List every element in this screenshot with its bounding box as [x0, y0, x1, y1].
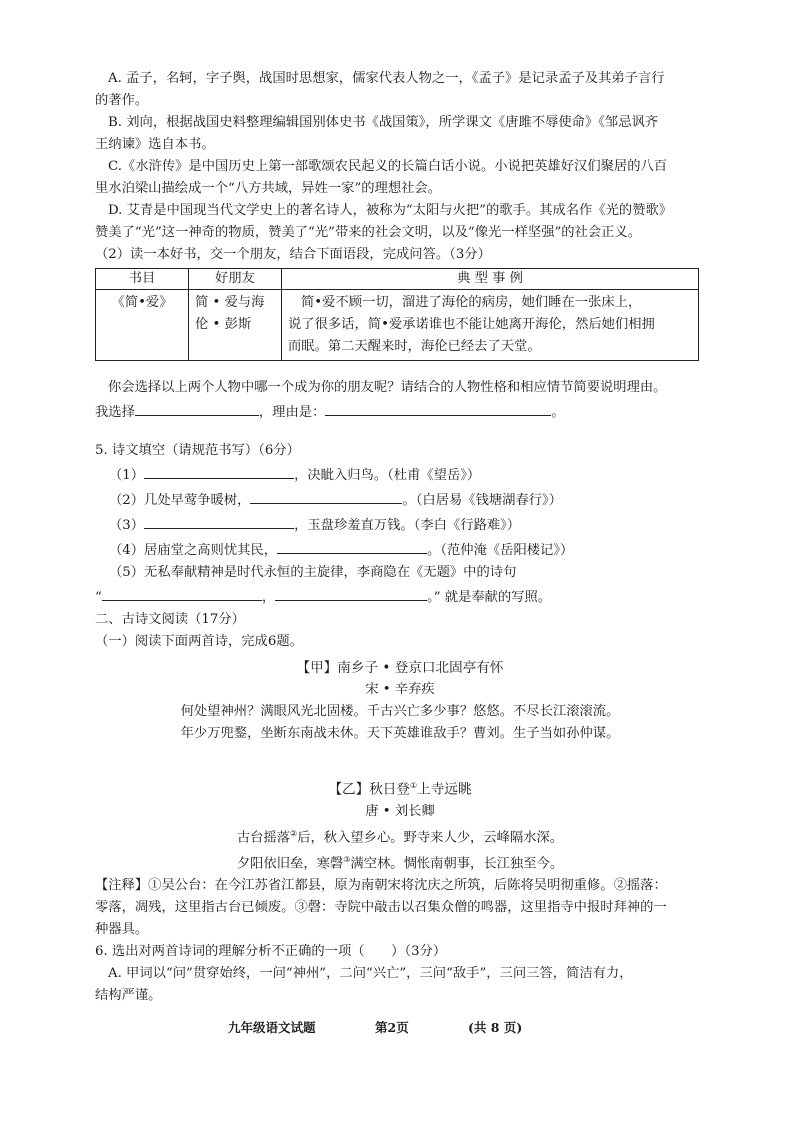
q5-blank-3[interactable] — [144, 512, 294, 529]
cell-book: 《简•爱》 — [96, 290, 189, 361]
q5-blank-6[interactable] — [275, 584, 427, 601]
q5-blank-4[interactable] — [277, 537, 427, 554]
example-line1: 简•爱不顾一切，溜进了海伦的病房，她们睡在一张床上， — [301, 295, 642, 310]
footer-page-number: 第2页 — [375, 1020, 409, 1035]
q5-blank-2[interactable] — [250, 487, 402, 504]
option-a-line2: 的著作。 — [95, 93, 149, 108]
answer-prefix: 我选择 — [95, 405, 135, 420]
header-friend: 好朋友 — [189, 269, 282, 290]
q5-l2-text-a: （2）几处早莺争暖树， — [109, 493, 251, 508]
q5-l4-text-b: 。（范仲淹《岳阳楼记》） — [427, 543, 574, 558]
q5-line4 — [95, 537, 705, 562]
option-b-line2: 王纳谏》选自本书。 — [95, 137, 215, 152]
poem-yi-title-sup: ① — [410, 781, 418, 790]
q5-title: 5. 诗文填空（请规范书写）（6分） — [95, 443, 300, 458]
q5-l5-comma: ， — [261, 590, 276, 605]
example-line2: 说了很多话，简•爱承诺谁也不能让她离开海伦，然后她们相拥 — [288, 317, 655, 332]
poem-yi-title-a: 秋日登 — [369, 781, 410, 798]
q5-line6 — [95, 584, 705, 609]
q5-l5-close: 。” 就是奉献的写照。 — [427, 590, 552, 605]
poem-jia-line2: 年少万兜鍪，坐断东南战未休。天下英雄谁敌手？曹刘。生子当如孙仲谋。 — [180, 726, 620, 741]
option-a-line1: A. 孟子，名轲，字子舆，战国时思想家，儒家代表人物之一，《孟子》是记录孟子及其弟子言行 — [108, 71, 665, 86]
notes-line1: 【注释】①吴公台：在今江苏省江都县，原为南朝宋将沈庆之所筑，后陈将吴明彻重修。②摇落： — [95, 878, 667, 894]
friends-line1: 简 • 爱与海 — [195, 295, 265, 310]
q5-l1-text: ，决眦入归鸟。（杜甫《望岳》） — [294, 468, 481, 483]
poem-yi-title — [95, 775, 705, 801]
q6-option-a-line1: A. 甲词以“问”贯穿始终，一问“神州”，二问“兴亡”，三问“敌手”，三问三答，简洁有力， — [108, 966, 633, 982]
q5-l1-num: （1） — [109, 468, 145, 483]
example-line3: 而眠。第二天醒来时，海伦已经去了天堂。 — [288, 339, 541, 354]
section2-sub: （一）阅读下面两首诗，完成6题。 — [95, 634, 303, 649]
option-d-line1: D. 艾青是中国现当代文学史上的著名诗人，被称为“太阳与火把”的歌手。其成名作《光的赞歌》 — [108, 203, 673, 218]
q6-title: 6. 选出对两首诗词的理解分析不正确的一项（ ）（3分） — [95, 944, 447, 960]
poem-yi-title-b: 上寺远眺 — [417, 781, 472, 798]
q4-2-question: 你会选择以上两个人物中哪一个成为你的朋友呢？请结合的人物性格和相应情节简要说明理由。 — [108, 380, 667, 395]
section2-title: 二、古诗文阅读（17分） — [95, 612, 245, 627]
exam-page — [95, 68, 705, 1007]
q4-2-answer-line — [95, 399, 705, 424]
footer-subject: 九年级语文试题 — [228, 1020, 316, 1035]
cell-friends — [189, 290, 282, 361]
q5-line2 — [95, 487, 705, 512]
q5-blank-1[interactable] — [144, 462, 294, 479]
option-c-line1: C.《水浒传》是中国历史上第一部歌颂农民起义的长篇白话小说。小说把英雄好汉们聚居的八百 — [108, 159, 668, 174]
q6-option-a-line2: 结构严谨。 — [95, 988, 162, 1004]
poem-jia-title — [95, 657, 705, 679]
q5-l5-open: “ — [95, 590, 102, 605]
poem-yi-line1-sup: ② — [290, 828, 298, 838]
q5-line3 — [95, 512, 705, 537]
notes-line2: 零落，凋残，这里指古台已倾废。③磬：寺院中敲击以召集众僧的鸣器，这里指寺中报时拜神的一 — [95, 900, 667, 916]
poem-yi-line2-sup: ③ — [343, 854, 351, 864]
poem-jia-mark: 【甲】 — [296, 660, 338, 676]
option-c-line2: 里水泊梁山描绘成一个“八方共域，异姓一家”的理想社会。 — [95, 181, 442, 196]
poem-jia-author: 宋 • 辛弃疾 — [365, 682, 435, 697]
poem-jia-line1: 何处望神州？满眼风光北固楼。千古兴亡多少事？悠悠。不尽长江滚滚流。 — [180, 704, 620, 719]
q5-l4-text-a: （4）居庙堂之高则忧其民， — [109, 543, 278, 558]
notes-line3: 种器具。 — [95, 922, 149, 938]
choice-blank[interactable] — [135, 399, 259, 416]
book-table-header — [96, 269, 699, 290]
poem-yi-line1-b: 后，秋入望乡心。野寺来人少，云峰隔水深。 — [297, 829, 564, 845]
poem-jia-title-text: 南乡子 • 登京口北固亭有怀 — [337, 660, 504, 676]
footer-total-pages: (共 8 页) — [468, 1020, 523, 1035]
header-book: 书目 — [96, 269, 189, 290]
poem-yi-mark: 【乙】 — [328, 781, 370, 798]
cell-example — [282, 290, 699, 361]
q4-2-intro: （2）读一本好书，交一个朋友，结合下面语段，完成问答。（3分） — [95, 247, 491, 262]
q5-line5: （5）无私奉献精神是时代永恒的主旋律，李商隐在《无题》中的诗句 — [109, 565, 517, 580]
reason-blank[interactable] — [325, 399, 551, 416]
poem-yi-line1-a: 古台摇落 — [236, 829, 291, 845]
book-table-row — [96, 290, 699, 361]
q5-l2-text-b: 。（白居易《钱塘湖春行》） — [402, 493, 562, 508]
book-table — [95, 268, 699, 361]
option-d-line2: 赞美了“光”这一神奇的物质，赞美了“光”带来的社会文明，以及“像光一样坚强”的社会正义。 — [95, 225, 642, 240]
poem-yi-author: 唐 • 刘长卿 — [365, 803, 435, 819]
answer-end: 。 — [551, 405, 565, 420]
friends-line2: 伦 • 彭斯 — [195, 317, 252, 332]
header-example: 典 型 事 例 — [282, 269, 699, 290]
poem-yi-line1 — [95, 823, 705, 849]
answer-mid: ，理由是： — [258, 405, 326, 420]
q5-l3-num: （3） — [109, 518, 145, 533]
q5-line1 — [95, 462, 705, 487]
option-b-line1: B. 刘向，根据战国史料整理编辑国别体史书《战国策》，所学课文《唐雎不辱使命》《邹忌讽齐 — [108, 115, 659, 130]
q5-l3-text: ，玉盘珍羞直万钱。（李白《行路难》） — [294, 518, 521, 533]
poem-yi-line2-a: 夕阳依旧垒，寒磬 — [236, 856, 344, 872]
poem-yi-line2-b: 满空林。惆怅南朝事，长江独至今。 — [350, 856, 564, 872]
q5-blank-5[interactable] — [102, 584, 262, 601]
poem-yi-line2 — [95, 849, 705, 875]
